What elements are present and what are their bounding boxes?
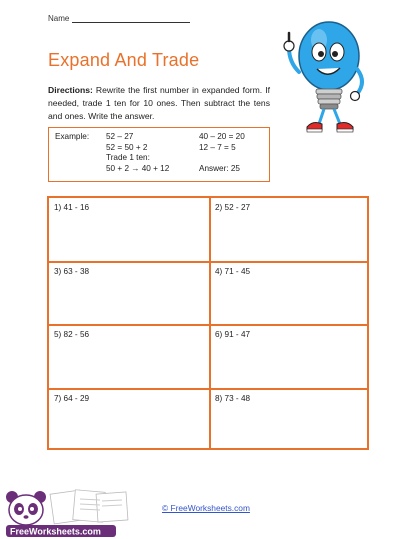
lightbulb-mascot-icon <box>277 14 372 136</box>
example-results <box>199 132 245 174</box>
problem-cell-2[interactable] <box>210 198 371 262</box>
freeworksheets-logo <box>2 487 152 539</box>
problem-label: 4) 71 - 45 <box>215 266 251 276</box>
example-steps <box>106 132 169 174</box>
problem-grid <box>47 196 369 450</box>
name-label: Name <box>48 14 70 23</box>
example-step: 52 = 50 + 2 <box>106 142 148 152</box>
directions-text: Rewrite the first number in expanded form. If needed, trade 1 ten for 10 ones. Then subtract the tens and ones. Write the answer. <box>48 85 270 122</box>
directions-label: Directions: <box>48 85 93 95</box>
problem-cell-1[interactable] <box>49 198 210 262</box>
problem-cell-8[interactable] <box>210 389 371 453</box>
problem-label: 2) 52 - 27 <box>215 203 251 212</box>
worksheet-stack-icon <box>50 490 128 524</box>
example-label: Example: <box>55 132 90 141</box>
example-step: 50 + 2 → 40 + 12 <box>106 163 170 173</box>
problem-label: 3) 63 - 38 <box>54 266 90 276</box>
example-result: 12 – 7 = 5 <box>199 142 236 152</box>
name-field <box>48 14 190 23</box>
problem-cell-4[interactable] <box>210 262 371 326</box>
name-line[interactable] <box>72 15 190 23</box>
example-step: Trade 1 ten: <box>106 153 150 163</box>
example-step: 52 – 27 <box>106 132 134 141</box>
example-result <box>199 153 245 164</box>
directions <box>48 84 270 124</box>
example-answer: Answer: 25 <box>199 163 240 173</box>
logo-text: FreeWorksheets.com <box>10 526 101 537</box>
problem-label: 8) 73 - 48 <box>215 393 251 403</box>
problem-cell-5[interactable] <box>49 325 210 389</box>
problem-cell-3[interactable] <box>49 262 210 326</box>
problem-cell-7[interactable] <box>49 389 210 453</box>
worksheet-title: Expand And Trade <box>48 50 200 70</box>
problem-label: 6) 91 - 47 <box>215 330 251 339</box>
example-result: 40 – 20 = 20 <box>199 132 245 141</box>
panda-icon <box>6 491 46 525</box>
problem-label: 1) 41 - 16 <box>54 203 90 212</box>
problem-label: 5) 82 - 56 <box>54 330 90 339</box>
problem-label: 7) 64 - 29 <box>54 393 90 403</box>
example-box <box>48 127 270 182</box>
freeworksheets-link[interactable]: © FreeWorksheets.com <box>162 503 250 513</box>
problem-cell-6[interactable] <box>210 325 371 389</box>
